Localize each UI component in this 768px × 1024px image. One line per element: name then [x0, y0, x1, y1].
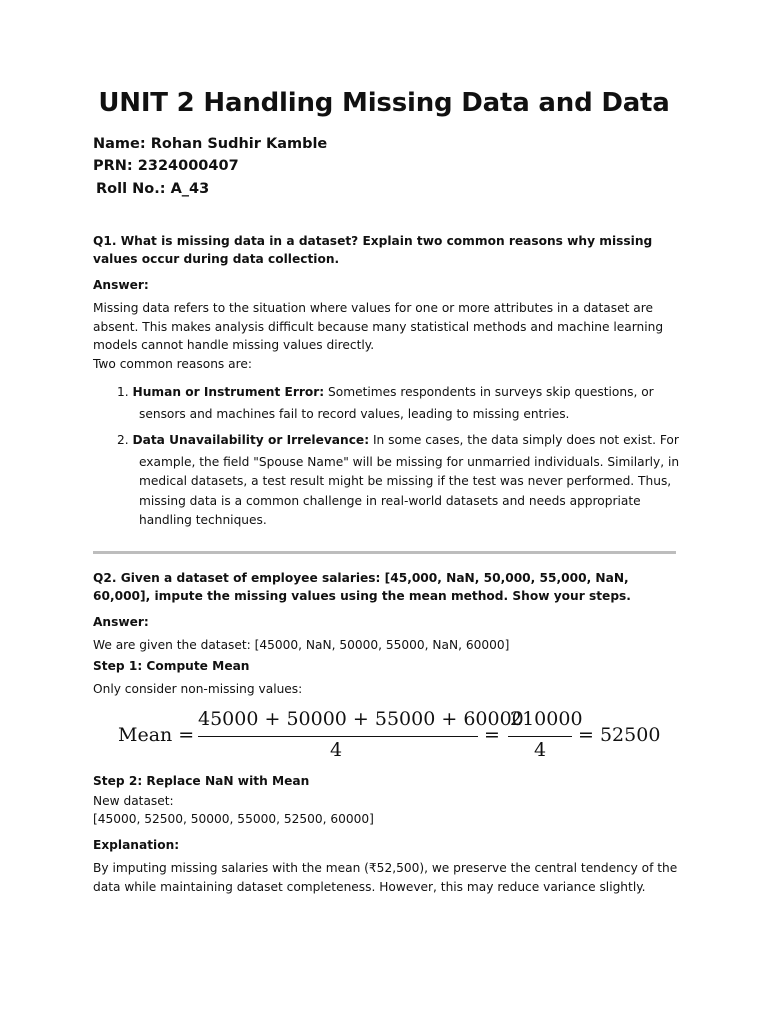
- list-item-title: Data Unavailability or Irrelevance:: [132, 433, 370, 447]
- student-prn: PRN: 2324000407: [93, 158, 239, 174]
- q2-given-dataset: We are given the dataset: [45000, NaN, 50000, 55000, NaN, 60000]: [93, 638, 510, 652]
- list-item-number: 2.: [117, 433, 129, 447]
- step1-text: Only consider non-missing values:: [93, 682, 303, 696]
- formula-numerator-total: 210000: [510, 708, 583, 730]
- q1-intro-paragraph: Missing data refers to the situation where values for one or more attributes in a dataset are absent. This makes analysis difficult because many statistical methods and machine learning models cannot handle missing values directly.: [93, 301, 664, 352]
- formula-numerator-sum: 45000 + 50000 + 55000 + 60000: [198, 708, 524, 730]
- fraction-bar: [198, 736, 478, 737]
- formula-result: = 52500: [578, 724, 661, 746]
- explanation-paragraph: By imputing missing salaries with the mean (₹52,500), we preserve the central tendency of the data while maintaining dataset completeness. However, this may reduce variance slightly.: [93, 861, 678, 894]
- list-item: [117, 383, 683, 424]
- q1-question: Q1. What is missing data in a dataset? Explain two common reasons why missing values occur during data collection.: [93, 234, 653, 266]
- list-item-title: Human or Instrument Error:: [132, 385, 325, 399]
- explanation-label: Explanation:: [93, 838, 180, 852]
- list-item-number: 1.: [117, 385, 129, 399]
- q2-answer-label: Answer:: [93, 615, 149, 629]
- fraction-bar: [508, 736, 572, 737]
- q1-reasons-intro: Two common reasons are:: [93, 357, 252, 371]
- page-title: UNIT 2 Handling Missing Data and Data: [98, 88, 670, 118]
- formula-equals: =: [484, 724, 500, 746]
- formula-denominator: 4: [534, 739, 547, 761]
- q2-question: Q2. Given a dataset of employee salaries: [45,000, NaN, 50,000, 55,000, NaN, 60,000], impute the missing values using the mean method. Show your steps.: [93, 571, 631, 603]
- step2-label: Step 2: Replace NaN with Mean: [93, 774, 310, 788]
- step1-label: Step 1: Compute Mean: [93, 659, 250, 673]
- student-roll-no: Roll No.: A_43: [96, 181, 210, 197]
- formula-lhs: Mean =: [118, 724, 195, 746]
- mean-formula: [118, 708, 678, 764]
- q1-answer-label: Answer:: [93, 278, 149, 292]
- new-dataset: [45000, 52500, 50000, 55000, 52500, 60000]: [93, 812, 374, 826]
- step2-text: New dataset:: [93, 794, 174, 808]
- formula-denominator: 4: [330, 739, 343, 761]
- student-name: Name: Rohan Sudhir Kamble: [93, 136, 328, 152]
- list-item-continuation: sensors and machines fail to record values, leading to missing entries.: [139, 406, 570, 421]
- list-item-text: Sometimes respondents in surveys skip questions, or: [324, 385, 654, 399]
- section-divider: [93, 551, 676, 554]
- list-item-text: In some cases, the data simply does not exist. For: [369, 433, 679, 447]
- list-item: [117, 431, 683, 531]
- list-item-continuation: example, the field "Spouse Name" will be missing for unmarried individuals. Similarly, in medical datasets, a test result might be missing if the test was never performed. Thus, missing data is a common challenge in real-world datasets and needs appropriate handling techniques.: [139, 454, 680, 527]
